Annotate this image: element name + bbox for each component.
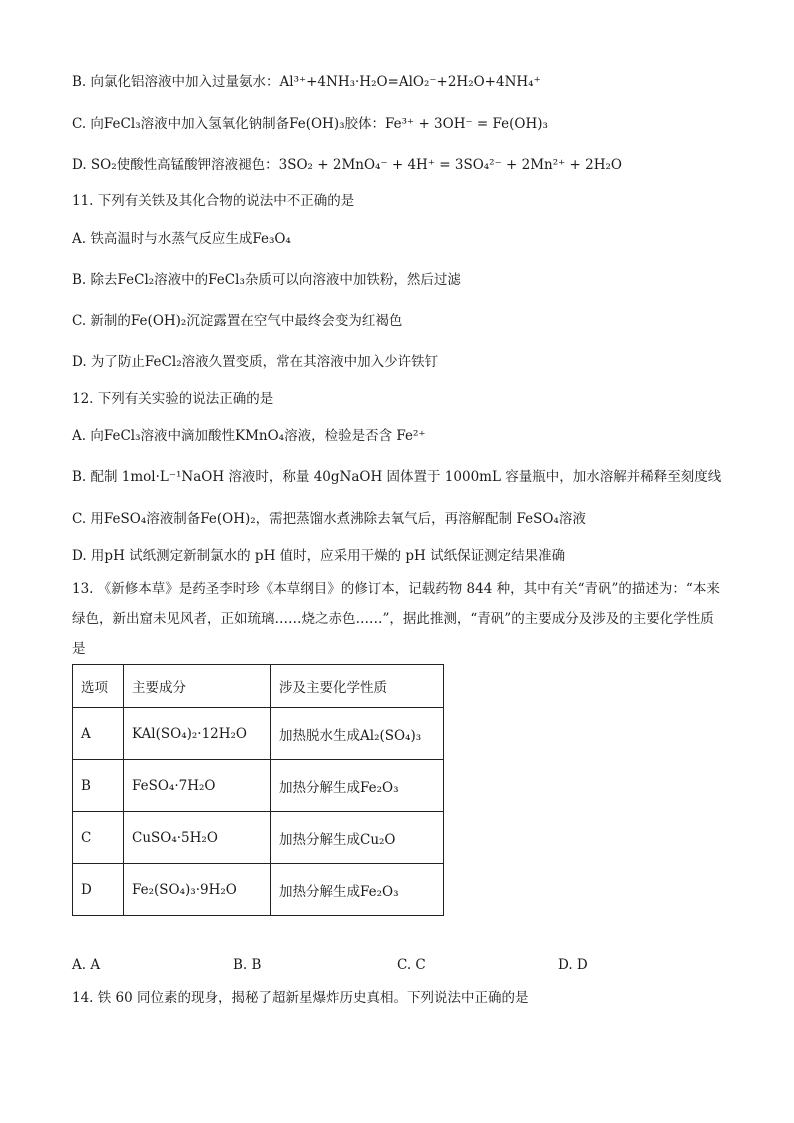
q11-option-b: B. 除去FeCl₂溶液中的FeCl₃杂质可以向溶液中加铁粉，然后过滤 xyxy=(72,272,461,288)
q11-option-a: A. 铁高温时与水蒸气反应生成Fe₃O₄ xyxy=(72,231,291,247)
table-cell-option: D xyxy=(73,864,124,916)
table-header-cell: 主要成分 xyxy=(124,665,271,708)
q13-options-table xyxy=(72,664,444,916)
q11-stem: 11. 下列有关铁及其化合物的说法中不正确的是 xyxy=(72,193,355,209)
table-cell-option: C xyxy=(73,812,124,864)
q13-stem: 13. 《新修本草》是药圣李时珍《本草纲目》的修订本，记载药物 844 种，其中有关“青矾”的描述为：“本来绿色，新出窟未见风者，正如琉璃……烧之赤色……”，据此推测，“青矾”的主要成分及涉及的主要化学性质是 xyxy=(72,581,720,657)
answer-choice-a: A. A xyxy=(72,957,101,973)
answer-choice-b: B. B xyxy=(233,957,262,973)
q12-stem: 12. 下列有关实验的说法正确的是 xyxy=(72,391,274,407)
table-cell-component: CuSO₄·5H₂O xyxy=(124,812,271,864)
table-cell-property: 加热分解生成Fe₂O₃ xyxy=(271,864,444,916)
table-cell-component: Fe₂(SO₄)₃·9H₂O xyxy=(124,864,271,916)
table-row xyxy=(73,812,444,864)
answer-choice-c: C. C xyxy=(397,957,426,973)
table-cell-component: FeSO₄·7H₂O xyxy=(124,760,271,812)
q12-option-b: B. 配制 1mol·L⁻¹NaOH 溶液时，称量 40gNaOH 固体置于 1000mL 容量瓶中，加水溶解并稀释至刻度线 xyxy=(72,469,722,485)
table-cell-property: 加热分解生成Fe₂O₃ xyxy=(271,760,444,812)
q12-option-d: D. 用pH 试纸测定新制氯水的 pH 值时，应采用干燥的 pH 试纸保证测定结果准确 xyxy=(72,548,566,564)
table-row xyxy=(73,864,444,916)
q10-option-c: C. 向FeCl₃溶液中加入氢氧化钠制备Fe(OH)₃胶体：Fe³⁺ + 3OH⁻ = Fe(OH)₃ xyxy=(72,116,548,132)
table-cell-property: 加热分解生成Cu₂O xyxy=(271,812,444,864)
table-cell-option: B xyxy=(73,760,124,812)
table-cell-component: KAl(SO₄)₂·12H₂O xyxy=(124,708,271,760)
q12-option-c: C. 用FeSO₄溶液制备Fe(OH)₂，需把蒸馏水煮沸除去氧气后，再溶解配制 FeSO₄溶液 xyxy=(72,511,586,527)
table-header-row xyxy=(73,665,444,708)
q11-option-c: C. 新制的Fe(OH)₂沉淀露置在空气中最终会变为红褐色 xyxy=(72,313,403,329)
table-header-cell: 涉及主要化学性质 xyxy=(271,665,444,708)
table-header-cell: 选项 xyxy=(73,665,124,708)
table-row xyxy=(73,760,444,812)
q12-option-a: A. 向FeCl₃溶液中滴加酸性KMnO₄溶液，检验是否含 Fe²⁺ xyxy=(72,428,426,444)
table-cell-property: 加热脱水生成Al₂(SO₄)₃ xyxy=(271,708,444,760)
q14-stem: 14. 铁 60 同位素的现身，揭秘了超新星爆炸历史真相。下列说法中正确的是 xyxy=(72,990,529,1006)
table-cell-option: A xyxy=(73,708,124,760)
q11-option-d: D. 为了防止FeCl₂溶液久置变质，常在其溶液中加入少许铁钉 xyxy=(72,354,439,370)
q10-option-d: D. SO₂使酸性高锰酸钾溶液褪色：3SO₂ + 2MnO₄⁻ + 4H⁺ = 3SO₄²⁻ + 2Mn²⁺ + 2H₂O xyxy=(72,157,622,173)
q10-option-b: B. 向氯化铝溶液中加入过量氨水：Al³⁺+4NH₃·H₂O=AlO₂⁻+2H₂O+4NH₄⁺ xyxy=(72,74,541,90)
answer-choice-d: D. D xyxy=(558,957,588,973)
table-row xyxy=(73,708,444,760)
